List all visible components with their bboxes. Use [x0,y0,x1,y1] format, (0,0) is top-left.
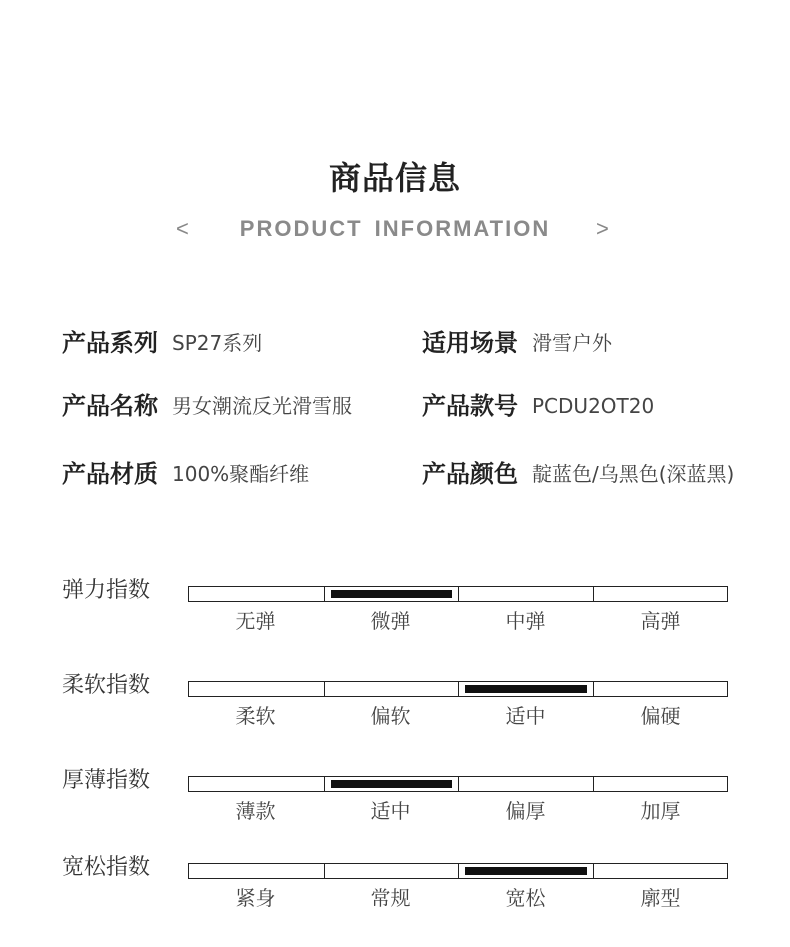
scale-segment [593,864,728,878]
info-value: 100%聚酯纤维 [172,462,310,486]
scale-indicator [465,867,587,875]
info-item-scene [422,325,612,361]
info-label: 产品名称 [62,392,158,420]
info-row [0,325,790,361]
scale-option-label: 廓型 [640,886,681,910]
info-value: PCDU2OT20 [532,394,655,418]
scale-option-label: 中弹 [505,609,546,633]
metric-scale-bar [188,586,728,602]
scale-option-label: 无弹 [235,609,276,633]
info-label: 产品款号 [422,392,518,420]
metric-label: 弹力指数 [62,578,151,603]
metric-label: 厚薄指数 [62,768,151,793]
metric-scale-bar [188,776,728,792]
scale-indicator [331,590,453,598]
scale-segment [189,682,324,696]
scale-option-label: 紧身 [235,886,276,910]
info-item-material [62,456,309,492]
info-label: 产品材质 [62,460,158,488]
metric-label: 宽松指数 [62,855,151,880]
metric-fit [0,855,790,933]
scale-segment [593,587,728,601]
scale-segment [458,777,593,791]
scale-option-label: 加厚 [640,799,681,823]
metric-options [188,796,728,826]
scale-option-label: 偏厚 [505,799,546,823]
info-value: 男女潮流反光滑雪服 [172,394,352,418]
scale-option-label: 常规 [370,886,411,910]
scale-segment [189,777,324,791]
subtitle-text: PRODUCT INFORMATION [239,216,551,241]
info-value: 靛蓝色/乌黑色(深蓝黑) [532,462,735,486]
info-item-color [422,456,734,492]
scale-segment [324,682,459,696]
right-angle-decoration: > [596,216,609,241]
info-item-name [62,388,352,424]
info-value: 滑雪户外 [532,331,612,355]
scale-option-label: 薄款 [235,799,276,823]
scale-option-label: 高弹 [640,609,681,633]
scale-segment [458,864,593,878]
metric-elasticity [0,578,790,656]
scale-segment [324,777,459,791]
section-subtitle [0,214,790,244]
scale-segment [189,864,324,878]
info-label: 适用场景 [422,329,518,357]
section-title: 商品信息 [328,159,461,197]
info-value: SP27系列 [172,331,263,355]
metric-options [188,883,728,913]
scale-option-label: 偏软 [370,704,411,728]
scale-segment [593,682,728,696]
scale-option-label: 适中 [505,704,546,728]
scale-indicator [331,780,453,788]
info-label: 产品颜色 [422,460,518,488]
info-item-style-number [422,388,654,424]
scale-segment [458,587,593,601]
scale-segment [458,682,593,696]
scale-option-label: 柔软 [235,704,276,728]
metric-thickness [0,768,790,846]
scale-option-label: 偏硬 [640,704,681,728]
info-item-series [62,325,262,361]
metric-options [188,701,728,731]
metric-scale-bar [188,863,728,879]
left-angle-decoration: < [176,216,189,241]
scale-segment [324,587,459,601]
info-row [0,456,790,492]
scale-option-label: 微弹 [370,609,411,633]
scale-segment [189,587,324,601]
scale-segment [593,777,728,791]
metric-scale-bar [188,681,728,697]
scale-indicator [465,685,587,693]
metric-softness [0,673,790,751]
scale-option-label: 宽松 [505,886,546,910]
info-label: 产品系列 [62,329,158,357]
scale-option-label: 适中 [370,799,411,823]
info-row [0,388,790,424]
scale-segment [324,864,459,878]
metric-label: 柔软指数 [62,673,151,698]
metric-options [188,606,728,636]
